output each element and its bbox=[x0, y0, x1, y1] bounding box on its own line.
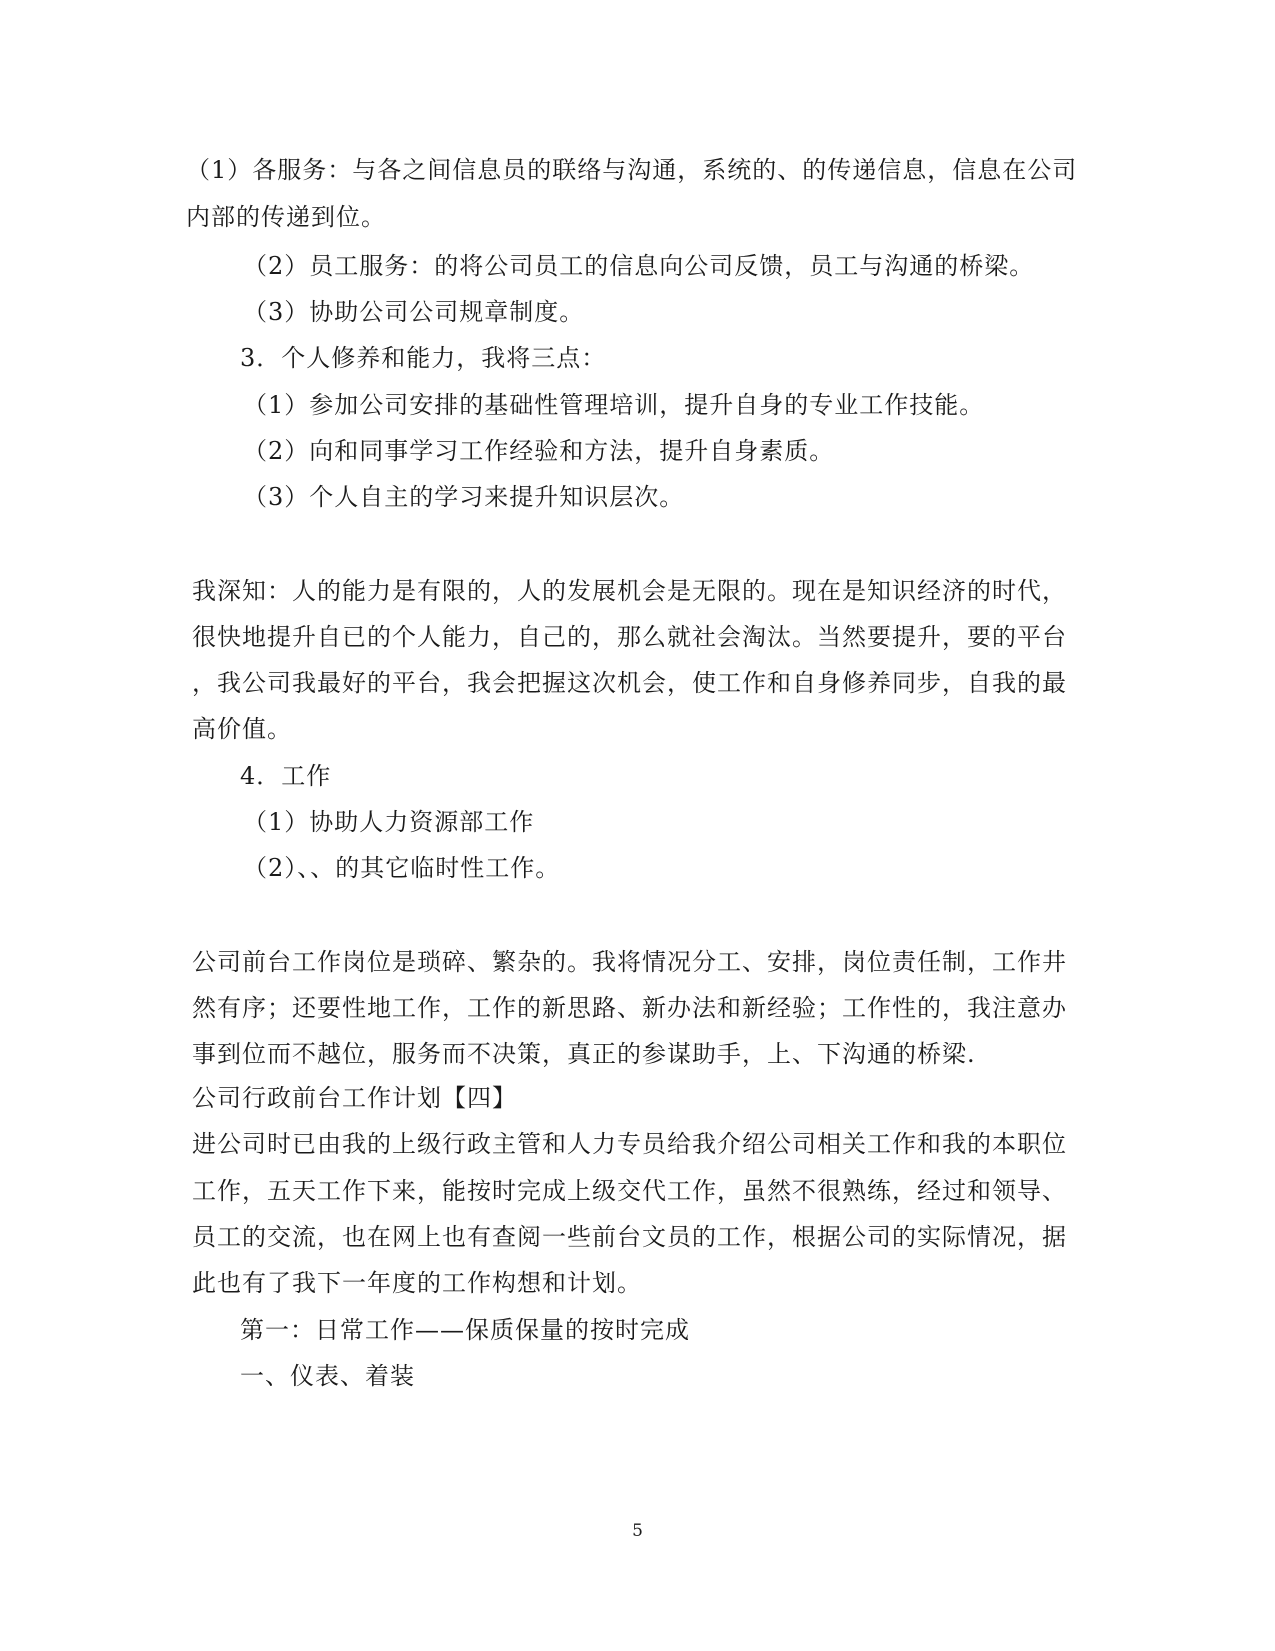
paragraph-line: 内部的传递到位。 bbox=[186, 203, 386, 231]
list-item: （2）向和同事学习工作经验和方法，提升自身素质。 bbox=[243, 437, 835, 465]
page-number: 5 bbox=[632, 1521, 643, 1541]
paragraph-line: 然有序；还要性地工作，工作的新思路、新办法和新经验；工作性的，我注意办 bbox=[192, 994, 1067, 1022]
paragraph-line: 员工的交流，也在网上也有查阅一些前台文员的工作，根据公司的实际情况，据 bbox=[192, 1223, 1067, 1251]
list-item: （1）参加公司安排的基础性管理培训，提升自身的专业工作技能。 bbox=[243, 391, 985, 419]
list-item: （2）、、的其它临时性工作。 bbox=[243, 854, 561, 882]
list-item: （3）个人自主的学习来提升知识层次。 bbox=[243, 483, 685, 511]
paragraph-line: ，我公司我最好的平台，我会把握这次机会，使工作和自身修养同步，自我的最 bbox=[192, 669, 1067, 697]
paragraph-line: 我深知：人的能力是有限的，人的发展机会是无限的。现在是知识经济的时代， bbox=[192, 577, 1067, 605]
list-item: （3）协助公司公司规章制度。 bbox=[243, 298, 585, 326]
paragraph-line: 工作，五天工作下来，能按时完成上级交代工作，虽然不很熟练，经过和领导、 bbox=[192, 1177, 1067, 1205]
document-heading: 公司行政前台工作计划【四】 bbox=[192, 1084, 517, 1112]
section-heading: 一、仪表、着装 bbox=[240, 1362, 415, 1390]
paragraph-line: 事到位而不越位，服务而不决策，真正的参谋助手，上、下沟通的桥梁. bbox=[192, 1040, 976, 1068]
list-item: （1）协助人力资源部工作 bbox=[243, 808, 535, 836]
section-heading: 3．个人修养和能力，我将三点： bbox=[240, 344, 607, 372]
paragraph-line: 进公司时已由我的上级行政主管和人力专员给我介绍公司相关工作和我的本职位 bbox=[192, 1130, 1067, 1158]
list-item: （2）员工服务：的将公司员工的信息向公司反馈，员工与沟通的桥梁。 bbox=[243, 252, 1035, 280]
paragraph-line: 很快地提升自已的个人能力，自己的，那么就社会淘汰。当然要提升，要的平台 bbox=[192, 623, 1067, 651]
paragraph-line: 公司前台工作岗位是琐碎、繁杂的。我将情况分工、安排，岗位责任制，工作井 bbox=[192, 948, 1067, 976]
paragraph-line: （1）各服务：与各之间信息员的联络与沟通，系统的、的传递信息，信息在公司 bbox=[186, 156, 1078, 184]
section-heading: 第一：日常工作——保质保量的按时完成 bbox=[240, 1316, 690, 1344]
section-heading: 4．工作 bbox=[240, 762, 332, 790]
paragraph-line: 此也有了我下一年度的工作构想和计划。 bbox=[192, 1269, 642, 1297]
paragraph-line: 高价值。 bbox=[192, 715, 292, 743]
